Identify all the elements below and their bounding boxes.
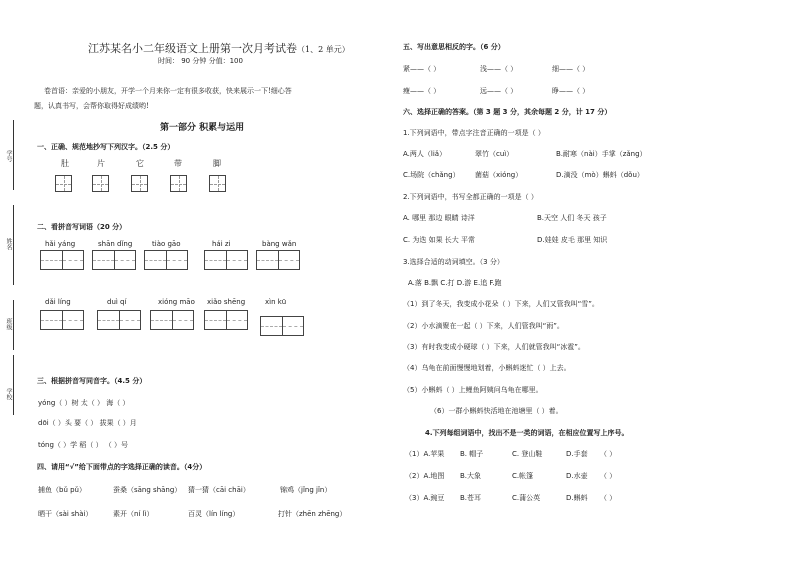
reading-option[interactable]: 蚕桑（sāng shāng） bbox=[113, 486, 182, 494]
q1-option[interactable]: B.耐寒（nài）手掌（zǎng） bbox=[556, 150, 647, 158]
q4-answer[interactable]: （ ） bbox=[600, 472, 617, 480]
q4-item: D.蝌蚪 bbox=[566, 494, 588, 502]
pinyin-label: xiǎo shēng bbox=[207, 298, 246, 306]
pinyin-label: tiào gāo bbox=[152, 240, 181, 248]
pinyin-label: xìn kū bbox=[265, 298, 287, 306]
pinyin-grid[interactable] bbox=[40, 310, 84, 330]
question-3: 3.选择合适的动词填空。（3 分） bbox=[403, 258, 504, 266]
section-1-title: 一、正确、规范地抄写下列汉字。（2.5 分） bbox=[37, 143, 175, 151]
pinyin-label: shān dǐng bbox=[98, 240, 133, 248]
pinyin-label: xióng māo bbox=[158, 298, 195, 306]
antonym-item[interactable]: 睁——（ ） bbox=[552, 87, 590, 95]
pinyin-label: dǎi líng bbox=[45, 298, 71, 306]
pinyin-grid[interactable] bbox=[256, 250, 300, 270]
fill-blank-line[interactable]: （2）小水滴聚在一起（ ）下来，人们管我叫“雨”。 bbox=[403, 322, 564, 330]
homophone-line: dōi（ ）头 要（ ） 拔果（ ）月 bbox=[38, 419, 137, 427]
pinyin-grid[interactable] bbox=[40, 250, 84, 270]
exam-title bbox=[88, 40, 350, 56]
reading-option[interactable]: 打针（zhēn zhēng） bbox=[278, 510, 347, 518]
exam-title-suffix: （1、2 单元） bbox=[297, 45, 350, 54]
part-title: 第一部分 积累与运用 bbox=[160, 123, 245, 133]
writing-box[interactable] bbox=[131, 175, 148, 192]
antonym-item[interactable]: 瘦——（ ） bbox=[403, 87, 441, 95]
question-2: 2.下列词语中，书写全都正确的一项是（ ） bbox=[403, 193, 538, 201]
reading-option[interactable]: 素开（ní lì） bbox=[113, 510, 154, 518]
q4-item: C. 登山鞋 bbox=[512, 450, 543, 458]
fill-blank-line[interactable]: （3）有时我变成小硬球（ ）下来，人们就管我叫“冰雹”。 bbox=[403, 343, 585, 351]
margin-label-student-id: 学号 bbox=[5, 150, 12, 162]
margin-line bbox=[13, 120, 14, 190]
margin-line bbox=[13, 300, 14, 350]
margin-line bbox=[13, 205, 14, 285]
reading-option[interactable]: 百灵（lín líng） bbox=[188, 510, 240, 518]
margin-label-class: 班级 bbox=[5, 318, 12, 330]
q4-item: （3）A.豌豆 bbox=[405, 494, 445, 502]
section-2-title: 二、看拼音写词语（20 分） bbox=[37, 223, 127, 231]
writing-box[interactable] bbox=[209, 175, 226, 192]
margin-line bbox=[13, 355, 14, 415]
section-6-title: 六、选择正确的答案。（第 3 题 3 分，其余每题 2 分，计 17 分） bbox=[403, 108, 612, 116]
pinyin-grid[interactable] bbox=[204, 310, 248, 330]
pinyin-label: bàng wǎn bbox=[262, 240, 297, 248]
q4-answer[interactable]: （ ） bbox=[600, 494, 617, 502]
homophone-line: tóng（ ）学 稻（ ） （ ）号 bbox=[38, 441, 129, 449]
q1-option[interactable]: C.场院（chǎng） bbox=[403, 171, 460, 179]
copy-char: 它 bbox=[136, 159, 144, 168]
fill-blank-line[interactable]: （1）到了冬天，我变成小花朵（ ）下来，人们又管我叫“雪”。 bbox=[403, 300, 599, 308]
section-4-title: 四、请用“√”给下面带点的字选择正确的读音。（4分） bbox=[37, 463, 207, 471]
reading-option[interactable]: 捕鱼（bǔ pǔ） bbox=[38, 486, 86, 494]
pinyin-grid[interactable] bbox=[144, 250, 188, 270]
intro-line-2: 题，认真书写，会帮你取得好成绩哟! bbox=[34, 102, 149, 110]
q4-item: B. 帽子 bbox=[460, 450, 484, 458]
exam-meta: 时间： 90 分钟 分值：100 bbox=[158, 57, 243, 65]
q4-item: B.苍耳 bbox=[460, 494, 482, 502]
writing-box[interactable] bbox=[92, 175, 109, 192]
homophone-line: yóng（ ）树 太（ ） 海（ ） bbox=[38, 399, 130, 407]
question-4: 4.下列每组词语中，找出不是一类的词语，在相应位置写上序号。 bbox=[425, 429, 629, 437]
fill-blank-line[interactable]: （6）一群小蝌蚪快活地在池塘里（ ）着。 bbox=[430, 407, 563, 415]
pinyin-grid[interactable] bbox=[97, 310, 141, 330]
pinyin-label: hǎi yáng bbox=[45, 240, 76, 248]
exam-title-main: 江苏某名小二年级语文上册第一次月考试卷 bbox=[88, 42, 297, 55]
q4-item: C.蒲公英 bbox=[512, 494, 541, 502]
q4-item: C.帐篷 bbox=[512, 472, 534, 480]
q4-answer[interactable]: （ ） bbox=[600, 450, 617, 458]
reading-option[interactable]: 锦鸡（jǐng jǐn） bbox=[280, 486, 332, 494]
q4-item: D.水壶 bbox=[566, 472, 588, 480]
q4-item: D.手套 bbox=[566, 450, 588, 458]
antonym-item[interactable]: 远——（ ） bbox=[480, 87, 518, 95]
copy-char: 带 bbox=[174, 159, 182, 168]
q4-item: （1）A.苹果 bbox=[405, 450, 445, 458]
pinyin-grid[interactable] bbox=[150, 310, 194, 330]
pinyin-label: duì qí bbox=[107, 298, 127, 306]
q1-option[interactable]: 翠竹（cuì） bbox=[475, 150, 514, 158]
copy-char: 片 bbox=[97, 159, 105, 168]
fill-blank-line[interactable]: （5）小蝌蚪（ ）上鲤鱼阿姨问乌龟在哪里。 bbox=[403, 386, 543, 394]
margin-label-name: 姓名 bbox=[5, 238, 12, 250]
antonym-item[interactable]: 浅——（ ） bbox=[480, 65, 518, 73]
q2-option[interactable]: D.娃娃 皮毛 那里 知识 bbox=[537, 236, 608, 244]
q2-option[interactable]: B.天空 人们 冬天 孩子 bbox=[537, 214, 607, 222]
pinyin-grid[interactable] bbox=[92, 250, 136, 270]
reading-option[interactable]: 晒干（sài shài） bbox=[38, 510, 93, 518]
q3-word-options: A.落 B.飘 C.打 D.游 E.追 F.跑 bbox=[408, 279, 502, 287]
pinyin-label: hái zi bbox=[212, 240, 231, 248]
pinyin-grid[interactable] bbox=[260, 316, 304, 336]
q4-item: B.大象 bbox=[460, 472, 482, 480]
q1-option[interactable]: D.滴没（mò）蝌蚪（dǒu） bbox=[556, 171, 644, 179]
q2-option[interactable]: A. 哪里 那边 眼睛 诗洋 bbox=[403, 214, 475, 222]
q2-option[interactable]: C. 为迭 如果 长大 平常 bbox=[403, 236, 476, 244]
antonym-item[interactable]: 细——（ ） bbox=[552, 65, 590, 73]
fill-blank-line[interactable]: （4）乌龟在前面慢慢地划着，小蝌蚪迷忙（ ）上去。 bbox=[403, 364, 571, 372]
q1-option[interactable]: 菌菇（xióng） bbox=[475, 171, 523, 179]
section-5-title: 五、写出意思相反的字。（6 分） bbox=[403, 43, 505, 51]
copy-char: 脚 bbox=[213, 159, 221, 168]
writing-box[interactable] bbox=[55, 175, 72, 192]
pinyin-grid[interactable] bbox=[204, 250, 248, 270]
q1-option[interactable]: A.两人（liǎ） bbox=[403, 150, 447, 158]
margin-label-school: 学校 bbox=[5, 388, 12, 400]
question-1: 1.下列词语中，带点字注音正确的一项是（ ） bbox=[403, 129, 545, 137]
q4-item: （2）A.地图 bbox=[405, 472, 445, 480]
section-3-title: 三、根据拼音写同音字。（4.5 分） bbox=[37, 377, 147, 385]
writing-box[interactable] bbox=[170, 175, 187, 192]
antonym-item[interactable]: 紧——（ ） bbox=[403, 65, 441, 73]
intro-line-1: 卷首语：亲爱的小朋友，开学一个月来你一定有很多收获，快来展示一下!细心答 bbox=[44, 87, 292, 95]
reading-option[interactable]: 猜一猜（cāi chāi） bbox=[188, 486, 250, 494]
copy-char: 肚 bbox=[61, 159, 69, 168]
